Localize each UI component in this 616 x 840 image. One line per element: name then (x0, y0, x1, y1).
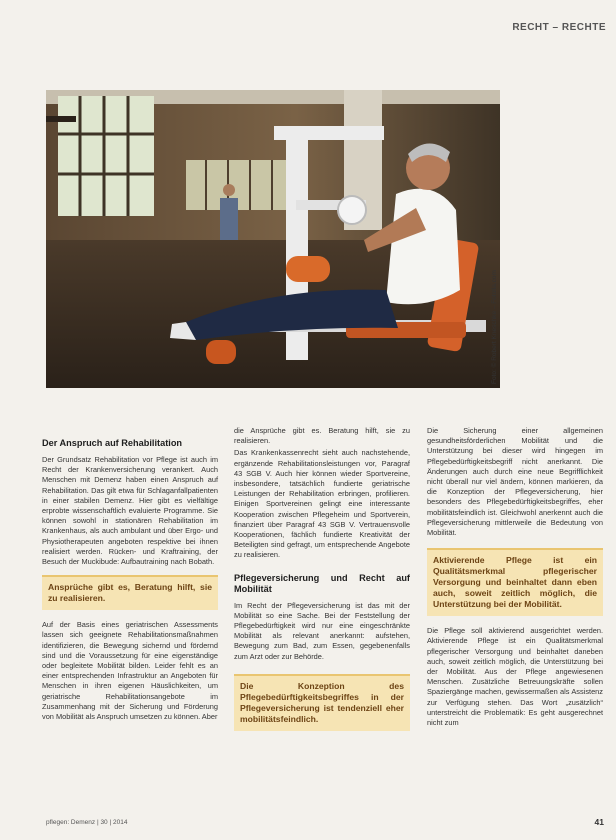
page-number: 41 (594, 817, 604, 827)
column-3 (427, 426, 603, 728)
paragraph: Auf der Basis eines geriatrischen Assessments lassen sich geeignete Rehabilitationsmaßnahmen identifizieren, die Bewegung sichernd und fördernd sind und die Voraussetzung für eine eigenständige oder begleitete Mobilität bilden. Leider fehlt es an einer entsprechenden Infrastruktur an Angeboten für Menschen in ihren eigenen Häuslichkeiten, um geriatrische Rehabilitationsangebote im Zusammenhang mit der Sicherung und Förderung von Mobilität als Anspruch umsetzen zu können. Aber (42, 620, 218, 722)
journal-footer: pflegen: Demenz | 30 | 2014 (46, 819, 128, 826)
column-2 (234, 426, 410, 731)
pull-quote: Ansprüche gibt es, Beratung hilft, sie zu realisieren. (42, 575, 218, 610)
column-1 (42, 430, 218, 722)
paragraph: Das Krankenkassenrecht sieht auch nachstehende, ergänzende Rehabilitationsleistungen vor, Paragraf 43 SGB V. Auch hier können wieder Sportvereine, insbesondere, tatsächlich fundierte geriatrische Leistungen der Rehabilitation erbringen, profilieren. Einigen Sportvereinen gelingt eine interessante Kooperation zwischen Pflegeheim und Sportverein, finanziert über Paragraf 43 SGB V. Vertrauensvolle Kooperationen, fächlich fundierte Kreativität der Beteiligten sind gefragt, um entsprechende Angebote zu realisieren. (234, 448, 410, 560)
heading-pflegeversicherung: Pflegeversicherung und Recht auf Mobilität (234, 572, 410, 594)
section-header: RECHT – RECHTE (512, 22, 606, 33)
photo-credit: Foto: © Robert Kneschke – Fotolia.com (491, 270, 498, 384)
article-photo (46, 90, 500, 388)
heading-rehabilitation: Der Anspruch auf Rehabilitation (42, 438, 183, 448)
paragraph: die Ansprüche gibt es. Beratung hilft, sie zu realisieren. (234, 426, 410, 446)
paragraph: Die Pflege soll aktivierend ausgerichtet werden. Aktivierende Pflege ist ein Qualitätsmerkmal pflegerischer Versorgung und beinhaltet daneben auch, soweit zeitlich möglich, die Unterstützung bei der Mobilität. Aus der Pflege angewiesenen Menschen. Zusätzliche Betreuungskräfte sollen Spaziergänge machen, gewissermaßen als Assistenz zur Verfügung stehen. Das Wort „zusätzlich“ unterstreicht die Problematik: Es geht ausgerechnet nicht zum (427, 626, 603, 728)
paragraph: Der Grundsatz Rehabilitation vor Pflege ist auch im Recht der Krankenversicherung verankert. Auch Menschen mit Demenz haben einen Anspruch auf Rehabilitation. Das gilt etwa für Schlaganfallpatienten in einer stabilen Demenz. Hier gibt es vielfältige erprobte wissenschaftlich evaluierte Programme. Sie können sowohl in stationären Rehabilitation im Krankenhaus, als auch ambulant und über Ergo- und Physiotherapeuten angeboten respektive bei ihnen realisiert werden. Rücken- und Kraftraining, der Besuch der Muckibude: Aufbautraining nach Bobath. (42, 455, 218, 567)
pull-quote: Aktivierende Pflege ist ein Qualitätsmerkmal pflegerischer Versorgung und beinhaltet dann eben auch, soweit zeitlich möglich, die Unterstützung bei der Mobilität. (427, 548, 603, 616)
paragraph: Im Recht der Pflegeversicherung ist das mit der Mobilität so eine Sache. Bei der Feststellung der Pflegebedürftigkeit wird nur eine eingeschränkte Mobilität als relevant anerkannt: aufstehen, Bewegung zum Bad, zum Essen, gegebenenfalls zum Arzt oder zur Behörde. (234, 600, 410, 661)
paragraph: Die Sicherung einer allgemeinen gesundheitsförderlichen Mobilität und die Unterstützung bei dieser wird hingegen im Pflegebedürftigkeitsbegriff nicht anerkannt. Die Änderungen auch durch eine neue Begrifflichkeit nicht überall nur viel ändern, können markieren, da die Konzeption der Pflegeversicherung, hier besonders des Pflegebedürftigkeitsbegriffes, eher mobilitätsfeindlich ist. Gleichwohl anerkennt auch die Pflegeversicherung mittlerweile die Bedeutung von Mobilität. (427, 426, 603, 538)
pull-quote: Die Konzeption des Pflegebedürftigkeitsbegriffes in der Pflegeversicherung ist tendenziell eher mobilitätsfeindlich. (234, 674, 410, 731)
